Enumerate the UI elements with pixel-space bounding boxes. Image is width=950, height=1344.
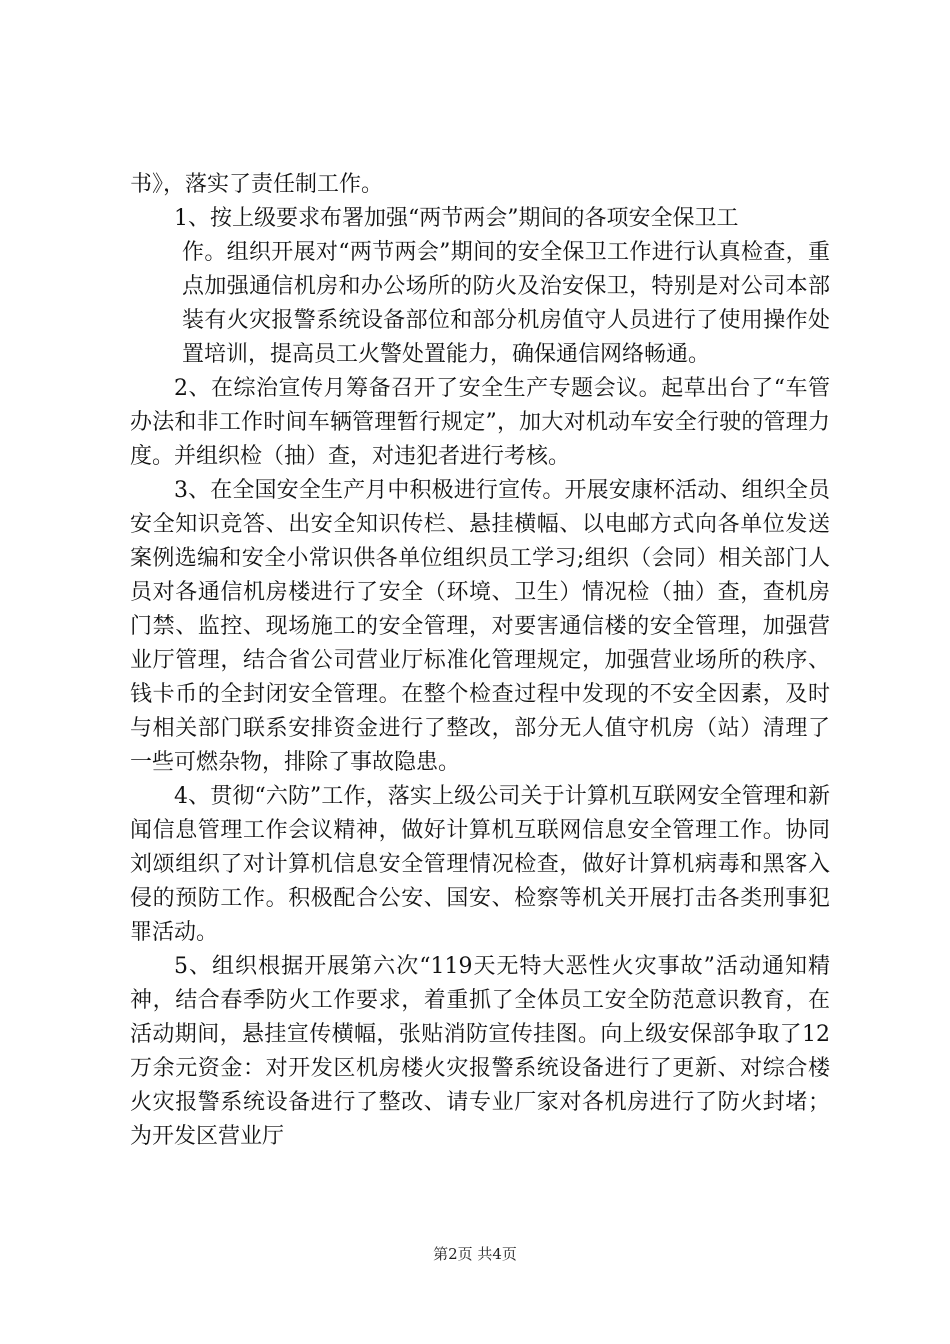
page-footer: 第2页 共4页 bbox=[433, 1245, 517, 1263]
paragraph-continuation: 书》，落实了责任制工作。 bbox=[130, 172, 384, 197]
paragraph-item-5: 5、组织根据开展第六次“119天无特大恶性火灾事故”活动通知精神，结合春季防火工作要求，着重抓了全体员工安全防范意识教育，在活动期间，悬挂宣传横幅，张贴消防宣传挂图。向上级安保部争取了12万余元资金：对开发区机房楼火灾报警系统设备进行了更新、对综合楼火灾报警系统设备进行了整改、请专业厂家对各机房进行了防火封堵；为开发区营业厅 bbox=[130, 954, 830, 1149]
paragraph-item-4: 4、贯彻“六防”工作，落实上级公司关于计算机互联网安全管理和新闻信息管理工作会议精神，做好计算机互联网信息安全管理工作。协同刘颂组织了对计算机信息安全管理情况检查，做好计算机病毒和黑客入侵的预防工作。积极配合公安、国安、检察等机关开展打击各类刑事犯罪活动。 bbox=[130, 784, 830, 945]
document-body bbox=[130, 168, 830, 1154]
paragraph-item-1-heading: 1、按上级要求布署加强“两节两会”期间的各项安全保卫工 bbox=[174, 206, 739, 231]
paragraph-item-3: 3、在全国安全生产月中积极进行宣传。开展安康杯活动、组织全员安全知识竞答、出安全知识传栏、悬挂横幅、以电邮方式向各单位发送案例选编和安全小常识供各单位组织员工学习;组织（会同）相关部门人员对各通信机房楼进行了安全（环境、卫生）情况检（抽）查，查机房门禁、监控、现场施工的安全管理，对要害通信楼的安全管理，加强营业厅管理，结合省公司营业厅标准化管理规定，加强营业场所的秩序、钱卡币的全封闭安全管理。在整个检查过程中发现的不安全因素，及时与相关部门联系安排资金进行了整改，部分无人值守机房（站）清理了一些可燃杂物，排除了事故隐患。 bbox=[130, 478, 830, 775]
paragraph-item-1-body: 作。组织开展对“两节两会”期间的安全保卫工作进行认真检查，重点加强通信机房和办公场所的防火及治安保卫，特别是对公司本部装有火灾报警系统设备部位和部分机房值守人员进行了使用操作处置培训，提高员工火警处置能力，确保通信网络畅通。 bbox=[182, 240, 830, 367]
paragraph-item-2: 2、在综治宣传月筹备召开了安全生产专题会议。起草出台了“车管办法和非工作时间车辆管理暂行规定”，加大对机动车安全行驶的管理力度。并组织检（抽）查，对违犯者进行考核。 bbox=[130, 376, 830, 469]
